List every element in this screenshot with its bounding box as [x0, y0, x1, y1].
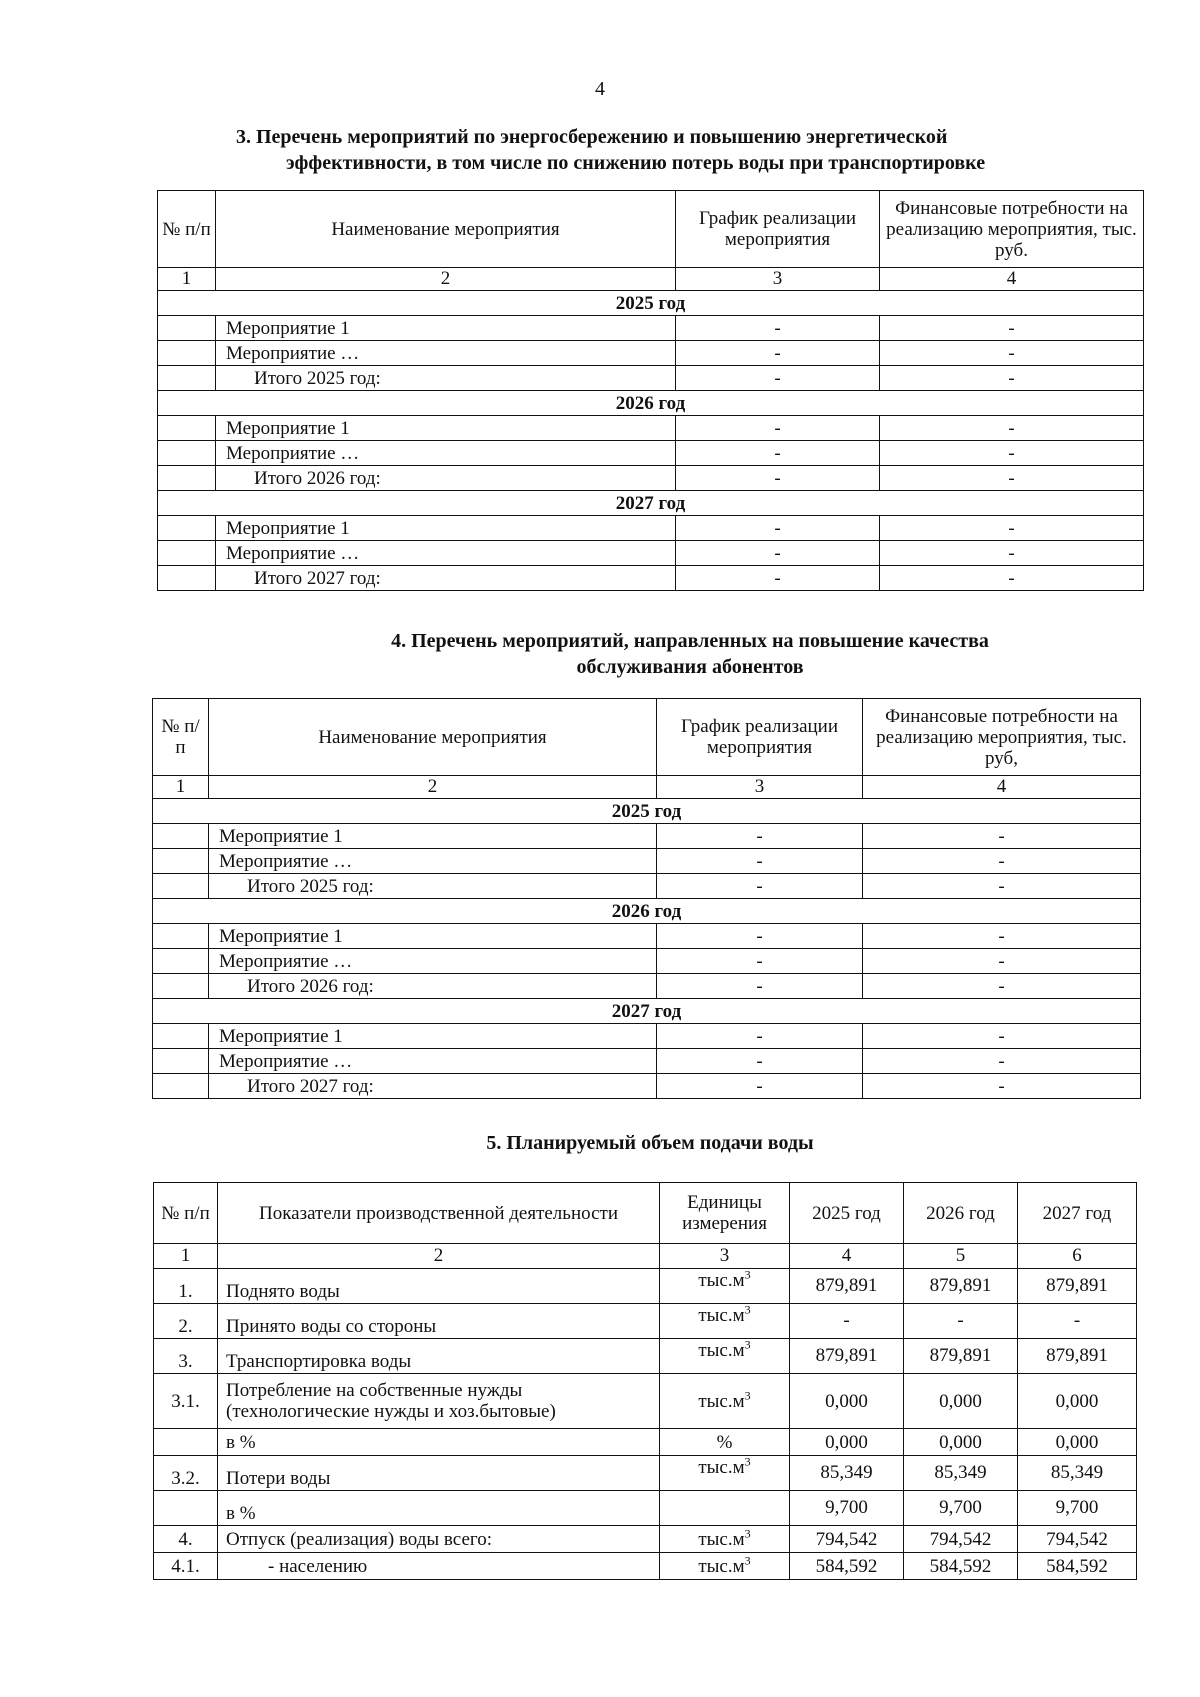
section-3-title-line1: Перечень мероприятий по энергосбережению и повышению энергетической	[256, 126, 948, 148]
finance-value: -	[880, 416, 1144, 441]
header-finance: Финансовые потребности на реализацию мероприятия, тыс. руб,	[863, 699, 1141, 776]
section-3-number: 3.	[236, 126, 251, 148]
unit-cell	[660, 1339, 790, 1374]
header-2026: 2026 год	[904, 1183, 1018, 1244]
year-group-row	[153, 999, 1141, 1024]
unit-text: тыс.м	[698, 1555, 745, 1577]
section-4-number: 4.	[391, 630, 407, 652]
schedule-value: -	[657, 924, 863, 949]
finance-value: -	[880, 541, 1144, 566]
column-number: 2	[218, 1244, 660, 1269]
section-4-title	[300, 628, 1080, 680]
value-2025: 879,891	[790, 1339, 904, 1374]
table-row	[153, 824, 1141, 849]
table-row	[153, 849, 1141, 874]
finance-value: -	[863, 1074, 1141, 1099]
finance-value: -	[863, 1024, 1141, 1049]
unit-text: тыс.м	[698, 1390, 745, 1412]
section-3-title-line2: эффективности, в том числе по снижению потерь воды при транспортировке	[286, 152, 986, 174]
row-number	[154, 1491, 218, 1526]
table-row	[158, 566, 1144, 591]
page-number: 4	[595, 78, 605, 100]
header-number: № п/п	[153, 699, 209, 776]
value-2025: 879,891	[790, 1269, 904, 1304]
measure-name: Мероприятие …	[209, 1049, 657, 1074]
value-2026: 879,891	[904, 1339, 1018, 1374]
row-number	[158, 416, 216, 441]
unit-cell	[660, 1429, 790, 1456]
column-number: 6	[1018, 1244, 1137, 1269]
schedule-value: -	[657, 974, 863, 999]
finance-value: -	[880, 516, 1144, 541]
section-3-title	[236, 124, 1136, 176]
value-2027: 879,891	[1018, 1339, 1137, 1374]
table-body	[158, 291, 1144, 591]
value-2026: 9,700	[904, 1491, 1018, 1526]
unit-cell	[660, 1456, 790, 1491]
value-2027: -	[1018, 1304, 1137, 1339]
value-2027: 85,349	[1018, 1456, 1137, 1491]
schedule-value: -	[676, 466, 880, 491]
table-row	[158, 516, 1144, 541]
year-label: 2025 год	[158, 291, 1144, 316]
column-number: 2	[209, 776, 657, 799]
measure-name: Мероприятие 1	[209, 824, 657, 849]
table-row	[154, 1304, 1137, 1339]
row-number	[153, 1024, 209, 1049]
row-number	[153, 1049, 209, 1074]
unit-superscript: 3	[744, 1553, 751, 1568]
value-2026: 0,000	[904, 1374, 1018, 1429]
value-2027: 9,700	[1018, 1491, 1137, 1526]
header-finance: Финансовые потребности на реализацию мероприятия, тыс. руб.	[880, 191, 1144, 268]
unit-text: тыс.м	[698, 1270, 745, 1291]
value-2027: 794,542	[1018, 1526, 1137, 1553]
table-row	[153, 949, 1141, 974]
finance-value: -	[863, 1049, 1141, 1074]
value-2026: 85,349	[904, 1456, 1018, 1491]
measure-name: Мероприятие 1	[209, 924, 657, 949]
unit-superscript: 3	[744, 1268, 751, 1282]
row-number	[153, 849, 209, 874]
row-number: 3.2.	[154, 1456, 218, 1491]
total-label: Итого 2027 год:	[209, 1074, 657, 1099]
year-label: 2027 год	[158, 491, 1144, 516]
header-2027: 2027 год	[1018, 1183, 1137, 1244]
water-supply-table	[153, 1182, 1137, 1580]
table-body	[154, 1269, 1137, 1580]
value-2025: 794,542	[790, 1526, 904, 1553]
section-4-title-line1: Перечень мероприятий, направленных на повышение качества	[411, 630, 989, 652]
value-2025: 0,000	[790, 1429, 904, 1456]
value-2027: 879,891	[1018, 1269, 1137, 1304]
measure-name: Мероприятие …	[216, 541, 676, 566]
year-label: 2026 год	[158, 391, 1144, 416]
table-row	[154, 1491, 1137, 1526]
table-row	[153, 924, 1141, 949]
year-group-row	[158, 491, 1144, 516]
row-number	[153, 874, 209, 899]
schedule-value: -	[657, 949, 863, 974]
indicator-name: в %	[218, 1429, 660, 1456]
table-row	[154, 1456, 1137, 1491]
value-2025: 0,000	[790, 1374, 904, 1429]
unit-cell	[660, 1553, 790, 1580]
value-2025: 9,700	[790, 1491, 904, 1526]
value-2026: 584,592	[904, 1553, 1018, 1580]
finance-value: -	[863, 824, 1141, 849]
header-2025: 2025 год	[790, 1183, 904, 1244]
indicator-name: Поднято воды	[218, 1269, 660, 1304]
table-row	[153, 1074, 1141, 1099]
unit-text: тыс.м	[698, 1340, 745, 1361]
year-label: 2027 год	[153, 999, 1141, 1024]
unit-superscript: 3	[744, 1526, 751, 1541]
measure-name: Мероприятие …	[209, 849, 657, 874]
unit-cell	[660, 1491, 790, 1526]
row-number: 3.1.	[154, 1374, 218, 1429]
indicator-name: Отпуск (реализация) воды всего:	[218, 1526, 660, 1553]
year-label: 2025 год	[153, 799, 1141, 824]
finance-value: -	[880, 466, 1144, 491]
finance-value: -	[880, 366, 1144, 391]
row-number	[153, 949, 209, 974]
column-number: 3	[660, 1244, 790, 1269]
row-number: 4.	[154, 1526, 218, 1553]
total-label: Итого 2026 год:	[209, 974, 657, 999]
total-label: Итого 2025 год:	[209, 874, 657, 899]
measures-energy-table	[157, 190, 1144, 591]
table-row	[154, 1429, 1137, 1456]
header-name: Наименование мероприятия	[216, 191, 676, 268]
measure-name: Мероприятие 1	[216, 316, 676, 341]
value-2026: 794,542	[904, 1526, 1018, 1553]
year-group-row	[153, 899, 1141, 924]
indicator-name: - населению	[218, 1553, 660, 1580]
schedule-value: -	[657, 824, 863, 849]
table-row	[153, 1024, 1141, 1049]
table-row	[158, 366, 1144, 391]
unit-superscript: 3	[744, 1338, 751, 1352]
schedule-value: -	[657, 1049, 863, 1074]
table-row	[158, 316, 1144, 341]
row-number	[153, 824, 209, 849]
column-number: 4	[863, 776, 1141, 799]
header-unit: Единицы измерения	[660, 1183, 790, 1244]
finance-value: -	[863, 849, 1141, 874]
indicator-name: Потери воды	[218, 1456, 660, 1491]
row-number	[153, 1074, 209, 1099]
header-name: Наименование мероприятия	[209, 699, 657, 776]
unit-cell	[660, 1374, 790, 1429]
finance-value: -	[863, 874, 1141, 899]
row-number	[158, 366, 216, 391]
table-row	[153, 1049, 1141, 1074]
finance-value: -	[863, 949, 1141, 974]
table-row	[154, 1269, 1137, 1304]
finance-value: -	[880, 316, 1144, 341]
table-row	[158, 416, 1144, 441]
section-5-title: 5. Планируемый объем подачи воды	[486, 1132, 814, 1154]
finance-value: -	[880, 441, 1144, 466]
indicator-name: Принято воды со стороны	[218, 1304, 660, 1339]
table-row	[154, 1374, 1137, 1429]
table-row	[154, 1339, 1137, 1374]
value-2027: 584,592	[1018, 1553, 1137, 1580]
unit-superscript: 3	[744, 1303, 751, 1317]
value-2026: 879,891	[904, 1269, 1018, 1304]
schedule-value: -	[676, 416, 880, 441]
column-number: 5	[904, 1244, 1018, 1269]
finance-value: -	[880, 566, 1144, 591]
row-number	[158, 566, 216, 591]
column-number: 3	[676, 268, 880, 291]
measure-name: Мероприятие …	[209, 949, 657, 974]
indicator-name: Потребление на собственные нужды (технологические нужды и хоз.бытовые)	[218, 1374, 660, 1429]
column-number: 1	[154, 1244, 218, 1269]
table-row	[153, 974, 1141, 999]
indicator-name: Транспортировка воды	[218, 1339, 660, 1374]
row-number	[153, 924, 209, 949]
value-2026: 0,000	[904, 1429, 1018, 1456]
row-number	[158, 541, 216, 566]
unit-text: %	[716, 1431, 733, 1453]
header-number: № п/п	[158, 191, 216, 268]
table-row	[158, 341, 1144, 366]
header-number: № п/п	[154, 1183, 218, 1244]
schedule-value: -	[657, 1074, 863, 1099]
value-2027: 0,000	[1018, 1429, 1137, 1456]
value-2025: -	[790, 1304, 904, 1339]
measure-name: Мероприятие …	[216, 341, 676, 366]
header-schedule: График реализации мероприятия	[676, 191, 880, 268]
row-number	[158, 441, 216, 466]
finance-value: -	[863, 924, 1141, 949]
schedule-value: -	[657, 874, 863, 899]
column-number: 4	[790, 1244, 904, 1269]
header-schedule: График реализации мероприятия	[657, 699, 863, 776]
table-row	[154, 1526, 1137, 1553]
schedule-value: -	[676, 541, 880, 566]
row-number: 4.1.	[154, 1553, 218, 1580]
unit-text: тыс.м	[698, 1457, 745, 1478]
unit-superscript: 3	[744, 1388, 751, 1403]
schedule-value: -	[657, 1024, 863, 1049]
unit-superscript: 3	[744, 1455, 751, 1469]
value-2025: 584,592	[790, 1553, 904, 1580]
column-number: 1	[153, 776, 209, 799]
schedule-value: -	[676, 516, 880, 541]
unit-text: тыс.м	[698, 1528, 745, 1550]
measure-name: Мероприятие 1	[216, 416, 676, 441]
table-row	[158, 466, 1144, 491]
finance-value: -	[880, 341, 1144, 366]
row-number	[158, 316, 216, 341]
row-number: 1.	[154, 1269, 218, 1304]
schedule-value: -	[657, 849, 863, 874]
unit-text: тыс.м	[698, 1305, 745, 1326]
year-group-row	[158, 391, 1144, 416]
row-number: 2.	[154, 1304, 218, 1339]
measure-name: Мероприятие 1	[209, 1024, 657, 1049]
unit-cell	[660, 1304, 790, 1339]
row-number	[153, 974, 209, 999]
unit-cell	[660, 1269, 790, 1304]
schedule-value: -	[676, 316, 880, 341]
value-2026: -	[904, 1304, 1018, 1339]
schedule-value: -	[676, 341, 880, 366]
year-group-row	[153, 799, 1141, 824]
table-row	[158, 441, 1144, 466]
schedule-value: -	[676, 366, 880, 391]
schedule-value: -	[676, 441, 880, 466]
total-label: Итого 2025 год:	[216, 366, 676, 391]
unit-cell	[660, 1526, 790, 1553]
total-label: Итого 2027 год:	[216, 566, 676, 591]
indicator-name: в %	[218, 1491, 660, 1526]
row-number	[158, 516, 216, 541]
value-2025: 85,349	[790, 1456, 904, 1491]
schedule-value: -	[676, 566, 880, 591]
table-row	[158, 541, 1144, 566]
row-number	[158, 341, 216, 366]
column-number: 4	[880, 268, 1144, 291]
column-number: 1	[158, 268, 216, 291]
measure-name: Мероприятие …	[216, 441, 676, 466]
row-number	[154, 1429, 218, 1456]
measure-name: Мероприятие 1	[216, 516, 676, 541]
row-number: 3.	[154, 1339, 218, 1374]
column-number: 2	[216, 268, 676, 291]
table-row	[153, 874, 1141, 899]
section-4-title-line2: обслуживания абонентов	[576, 656, 804, 678]
year-group-row	[158, 291, 1144, 316]
header-indicator: Показатели производственной деятельности	[218, 1183, 660, 1244]
row-number	[158, 466, 216, 491]
finance-value: -	[863, 974, 1141, 999]
year-label: 2026 год	[153, 899, 1141, 924]
column-number: 3	[657, 776, 863, 799]
value-2027: 0,000	[1018, 1374, 1137, 1429]
table-row	[154, 1553, 1137, 1580]
table-body	[153, 799, 1141, 1099]
total-label: Итого 2026 год:	[216, 466, 676, 491]
measures-service-table	[152, 698, 1141, 1099]
